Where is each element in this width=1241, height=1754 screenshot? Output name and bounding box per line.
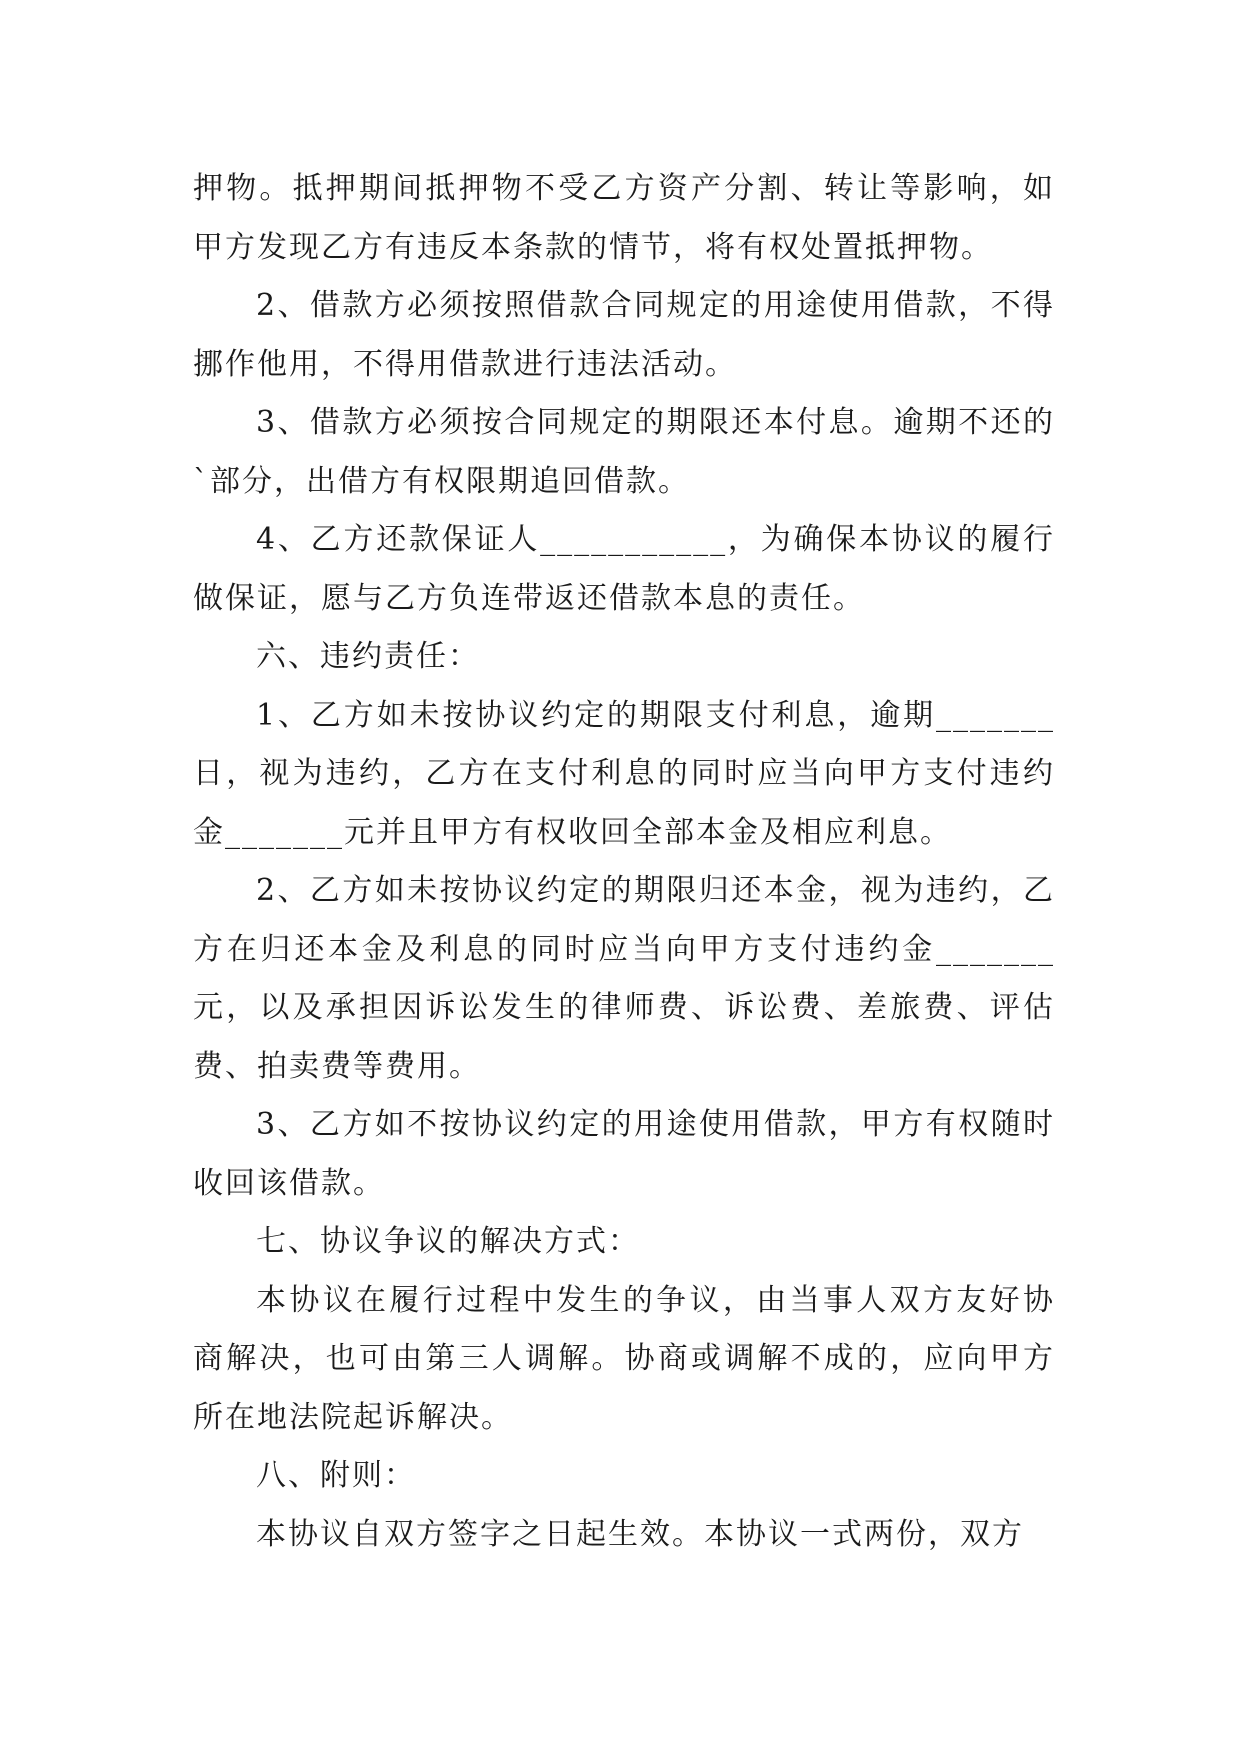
paragraph-repayment-term: 3、借款方必须按合同规定的期限还本付息。逾期不还的`部分，出借方有权限期追回借款。 bbox=[193, 405, 1055, 499]
document-page bbox=[193, 160, 1055, 1564]
paragraph-breach-usage: 3、乙方如不按协议约定的用途使用借款，甲方有权随时收回该借款。 bbox=[193, 1107, 1055, 1201]
paragraph-collateral-continuation: 押物。抵押期间抵押物不受乙方资产分割、转让等影响，如甲方发现乙方有违反本条款的情节，将有权处置抵押物。 bbox=[193, 171, 1055, 265]
paragraph-breach-interest: 1、乙方如未按协议约定的期限支付利息，逾期_______日，视为违约，乙方在支付利息的同时应当向甲方支付违约金_______元并且甲方有权收回全部本金及相应利息。 bbox=[193, 697, 1055, 850]
section-heading-dispute-resolution: 七、协议争议的解决方式： bbox=[256, 1224, 640, 1259]
paragraph-guarantor: 4、乙方还款保证人___________，为确保本协议的履行做保证，愿与乙方负连带返还借款本息的责任。 bbox=[193, 522, 1055, 616]
paragraph-loan-usage: 2、借款方必须按照借款合同规定的用途使用借款，不得挪作他用，不得用借款进行违法活动。 bbox=[193, 288, 1055, 382]
paragraph-breach-principal: 2、乙方如未按协议约定的期限归还本金，视为违约，乙方在归还本金及利息的同时应当向甲方支付违约金_______元，以及承担因诉讼发生的律师费、诉讼费、差旅费、评估费、拍卖费等费用。 bbox=[193, 873, 1055, 1084]
paragraph-supplementary: 本协议自双方签字之日起生效。本协议一式两份，双方 bbox=[256, 1516, 1024, 1552]
section-heading-supplementary: 八、附则： bbox=[256, 1458, 416, 1493]
section-heading-breach-liability: 六、违约责任： bbox=[256, 639, 480, 674]
paragraph-dispute-resolution: 本协议在履行过程中发生的争议，由当事人双方友好协商解决，也可由第三人调解。协商或调解不成的，应向甲方所在地法院起诉解决。 bbox=[193, 1282, 1055, 1435]
